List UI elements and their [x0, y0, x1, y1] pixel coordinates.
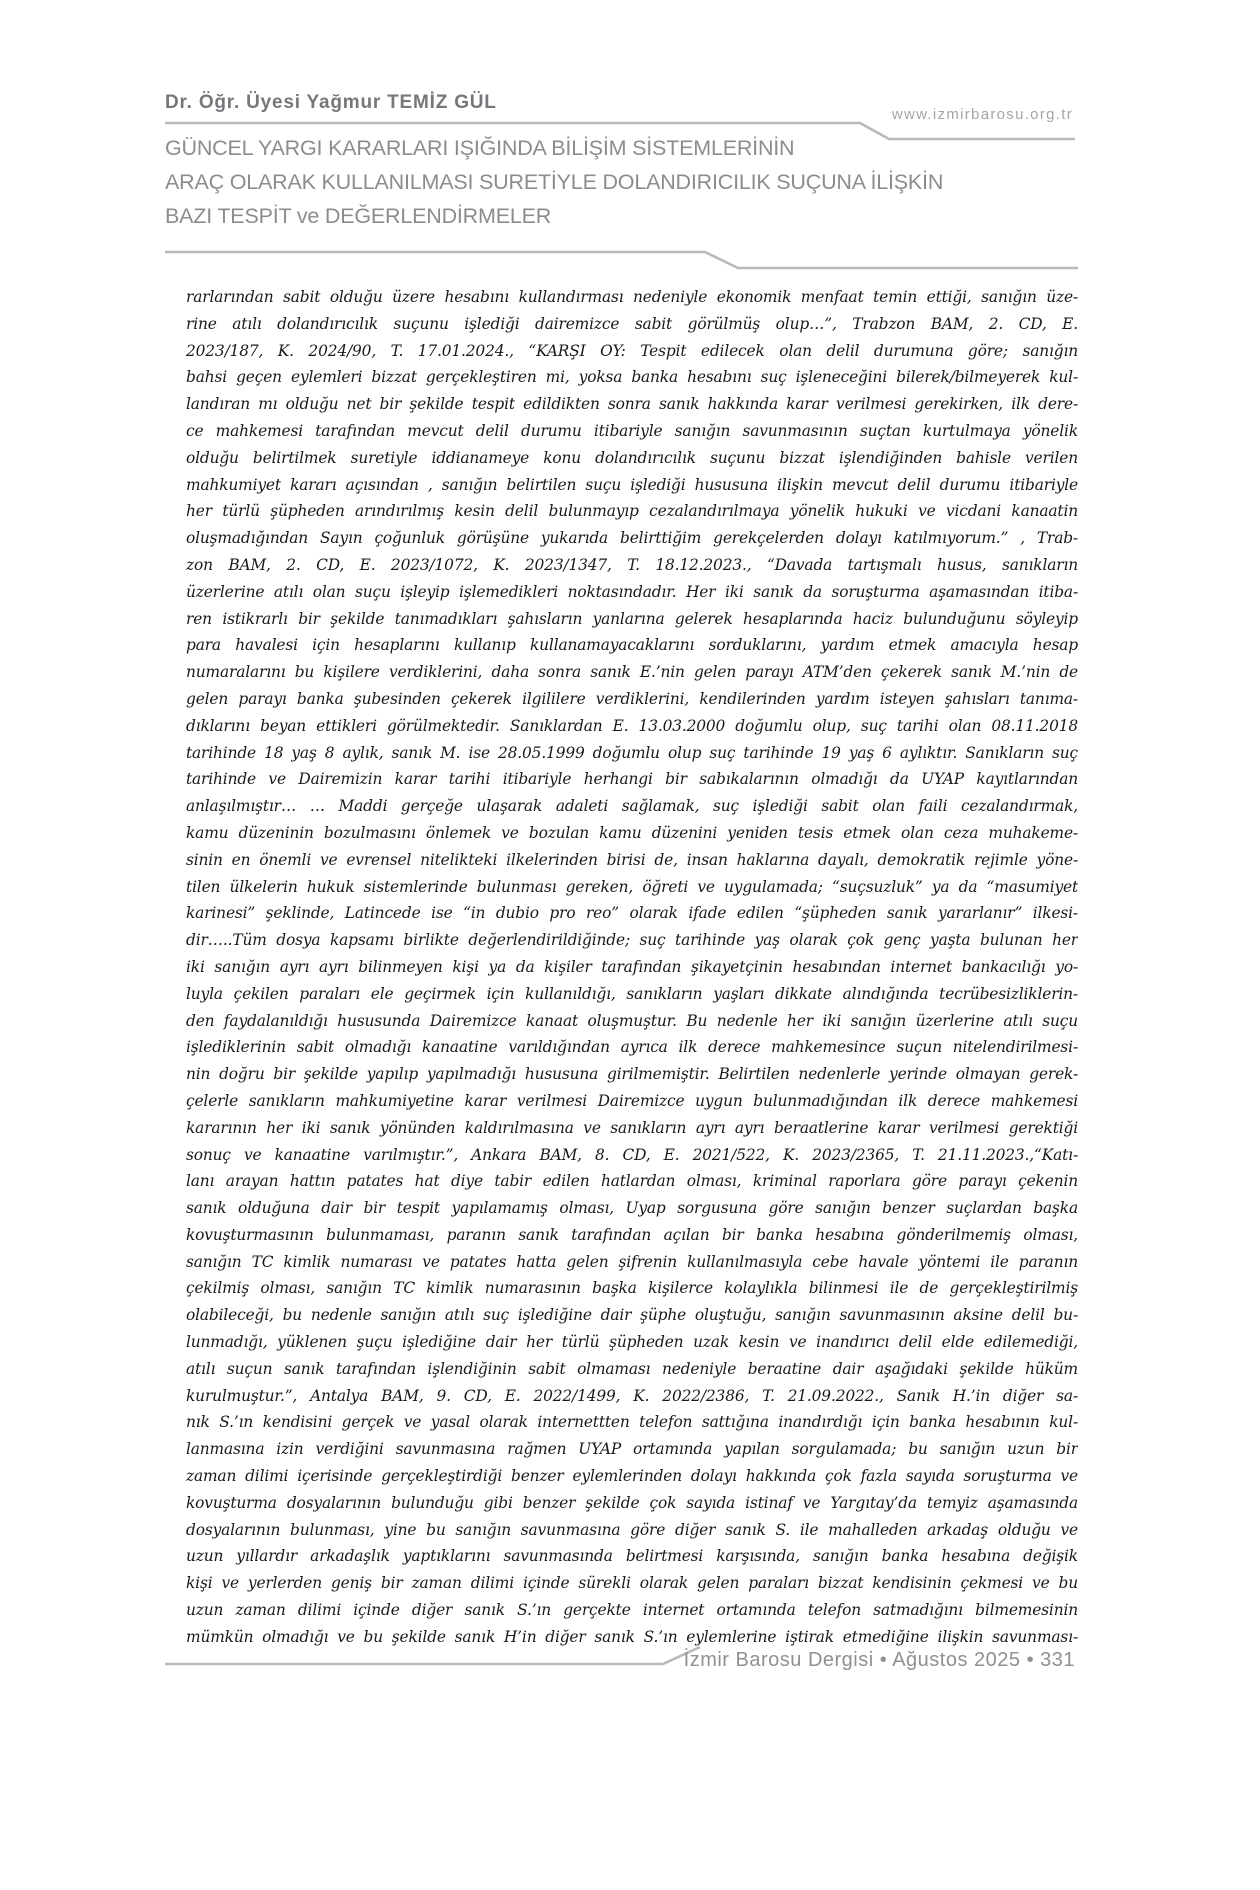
- body-text: [186, 284, 1078, 1651]
- body-line: luyla çekilen paraları ele geçirmek için kullanıldığı, sanıkların yaşları dikkate alındığında tecrübesizliklerin-: [186, 984, 1078, 1003]
- body-line: kurulmuştur.”, Antalya BAM, 9. CD, E. 2022/1499, K. 2022/2386, T. 21.09.2022., Sanık H.’in diğer sa-: [186, 1386, 1078, 1405]
- body-line: ce mahkemesi tarafından mevcut delil durumu itibariyle sanığın savunmasının suçtan kurtulmaya yönelik: [186, 421, 1078, 440]
- body-line: landıran mı olduğu net bir şekilde tespit edildikten sonra sanık hakkında karar verilmesi gerekirken, ilk dere-: [186, 395, 1078, 414]
- title-divider: [165, 246, 1080, 274]
- body-line: atılı suçun sanık tarafından işlendiğinin sabit olmaması nedeniyle beraatine dair aşağıdaki şekilde hüküm: [186, 1359, 1078, 1378]
- body-line: gelen parayı banka şubesinden çekerek ilgililere verdiklerini, kendilerinden yardım isteyen şahısları tanıma-: [186, 689, 1078, 708]
- body-line: uzun yıllardır arkadaşlık yaptıklarını savunmasında belirtmesi karşısında, sanığın banka hesabına değişik: [186, 1547, 1078, 1566]
- body-line: kovuşturma dosyalarının bulunduğu gibi benzer şekilde çok sayıda istinaf ve Yargıtay’da temyiz aşamasında: [186, 1493, 1078, 1512]
- body-line: lunmadığı, yüklenen şuçu işlediğine dair her türlü şüpheden uzak kesin ve inandırıcı delil elde edilemediği,: [186, 1333, 1078, 1352]
- body-line: sanığın TC kimlik numarası ve patates hatta gelen şifrenin kullanılmasıyla cebe havale yöntemi ile paranın: [186, 1252, 1078, 1271]
- body-line: rine atılı dolandırıcılık suçunu işlediği dairemizce sabit görülmüş olup…”, Trabzon BAM, 2. CD, E.: [186, 314, 1078, 333]
- body-line: zon BAM, 2. CD, E. 2023/1072, K. 2023/1347, T. 18.12.2023., “Davada tartışmalı husus, sanıkların: [186, 555, 1078, 574]
- author-name: Dr. Öğr. Üyesi Yağmur TEMİZ GÜL: [165, 92, 497, 113]
- body-line: 2023/187, K. 2024/90, T. 17.01.2024., “KARŞI OY: Tespit edilecek olan delil durumuna göre; sanığın: [186, 341, 1078, 360]
- body-line: karinesi” şeklinde, Latincede ise “in dubio pro reo” olarak ifade edilen “şüpheden sanık yararlanır” ilkesi-: [186, 904, 1078, 923]
- body-line: dosyalarının bulunması, yine bu sanığın savunmasına göre diğer sanık S. ile mahalleden arkadaş olduğu ve: [186, 1520, 1078, 1539]
- body-line: kişi ve yerlerden geniş bir zaman dilimi içinde sürekli olarak gelen paraları bizzat kendisinin çekmesi ve bu: [186, 1574, 1078, 1593]
- body-line: zaman dilimi içerisinde gerçekleştirdiği benzer eylemlerinden dolayı hakkında çok fazla sayıda soruşturma ve: [186, 1467, 1078, 1486]
- article-title-line: GÜNCEL YARGI KARARLARI IŞIĞINDA BİLİŞİM SİSTEMLERİNİN: [165, 136, 795, 160]
- body-line: mahkumiyet kararı açısından , sanığın belirtilen suçu işlediği hususuna ilişkin mevcut delil durumu itibariyle: [186, 475, 1078, 494]
- body-line: ren istikrarlı bir şekilde tanımadıkları şahısların yanlarına gelerek hesaplarında haciz bulunduğunu söyleyip: [186, 609, 1078, 628]
- body-line: olduğu belirtilmek suretiyle iddianameye konu dolandırıcılık suçunu bizzat işlendiğinden bahisle verilen: [186, 448, 1078, 467]
- body-line: işlediklerinin sabit olmadığı kanaatine varıldığından ayrıca ilk derece mahkemesince suçun nitelendirilmesi-: [186, 1038, 1078, 1057]
- body-line: sonuç ve kanaatine varılmıştır.”, Ankara BAM, 8. CD, E. 2021/522, K. 2023/2365, T. 21.11.2023.,“Katı-: [186, 1145, 1078, 1164]
- body-line: rarlarından sabit olduğu üzere hesabını kullandırması nedeniyle ekonomik menfaat temin ettiği, sanığın üze-: [186, 288, 1078, 306]
- footer-journal-info: İzmir Barosu Dergisi • Ağustos 2025 • 331: [683, 1649, 1075, 1671]
- body-line: tarihinde 18 yaş 8 aylık, sanık M. ise 28.05.1999 doğumlu olup suç tarihinde 19 yaş 6 aylıktır. Sanıkların suç: [186, 743, 1078, 762]
- body-line: sinin en önemli ve evrensel nitelikteki ilkelerinden birisi de, insan haklarına dayalı, demokratik rejimle yöne-: [186, 850, 1078, 869]
- body-line: nin doğru bir şekilde yapılıp yapılmadığı hususuna girilmemiştir. Belirtilen nedenlerle yerinde olmayan gerek-: [186, 1065, 1078, 1084]
- body-line: lanmasına izin verdiğini savunmasına rağmen UYAP ortamında yapılan sorgulamada; bu sanığın uzun bir: [186, 1440, 1078, 1459]
- body-line: kovuşturmasının bulunmaması, paranın sanık tarafından açılan bir banka hesabına gönderilmemiş olması,: [186, 1225, 1078, 1244]
- body-line: çelerle sanıkların mahkumiyetine karar verilmesi Dairemizce uygun bulunmadığından ilk derece mahkemesi: [186, 1091, 1078, 1110]
- footer-divider: [165, 1644, 710, 1670]
- body-line: dıklarını beyan ettikleri görülmektedir. Sanıklardan E. 13.03.2000 doğumlu olup, suç tarihi olan 08.11.2018: [186, 716, 1078, 735]
- body-line: mümkün olmadığı ve bu şekilde sanık H’in diğer sanık S.’ın eylemlerine iştirak etmediğine ilişkin savunması-: [186, 1627, 1078, 1646]
- body-line: dir…..Tüm dosya kapsamı birlikte değerlendirildiğinde; suç tarihinde yaş olarak çok genç yaşta bulunan her: [186, 931, 1078, 950]
- body-line: anlaşılmıştır… … Maddi gerçeğe ulaşarak adaleti sağlamak, suç işlediği sabit olan faili cezalandırmak,: [186, 797, 1078, 816]
- body-line: üzerlerine atılı olan suçu işleyip işlemedikleri noktasındadır. Her iki sanık da soruşturma aşamasından itiba-: [186, 582, 1078, 601]
- body-line: oluşmadığından Sayın çoğunluk görüşüne yukarıda belirttiğim gerekçelerden dolayı katılmıyorum.” , Trab-: [186, 529, 1078, 548]
- body-line: bahsi geçen eylemleri bizzat gerçekleştiren mi, yoksa banka hesabını suç işleneceğini bilerek/bilmeyerek kul-: [186, 368, 1078, 387]
- article-title-line: BAZI TESPİT ve DEĞERLENDİRMELER: [165, 204, 552, 228]
- body-line: tilen ülkelerin hukuk sistemlerinde bulunması gereken, öğreti ve uygulamada; “suçsuzluk” ya da “masumiyet: [186, 877, 1078, 896]
- body-line: kararının her iki sanık yönünden kaldırılmasına ve sanıkların ayrı ayrı beraatlerine karar verilmesi gerektiği: [186, 1118, 1078, 1137]
- body-line: sanık olduğuna dair bir tespit yapılamamış olması, Uyap sorgusuna göre sanığın benzer suçlardan başka: [186, 1199, 1078, 1218]
- body-line: uzun zaman dilimi içinde diğer sanık S.’ın gerçekte internet ortamında telefon satmadığını bilmemesinin: [186, 1601, 1078, 1620]
- body-line: olabileceği, bu nedenle sanığın atılı suç işlediğine dair şüphe oluştuğu, sanığın savunmasının aksine delil bu-: [186, 1306, 1078, 1325]
- body-line: tarihinde ve Dairemizin karar tarihi itibariyle herhangi bir sabıkalarının olmadığı da UYAP kayıtlarından: [186, 770, 1078, 789]
- body-line: numaralarını bu kişilere verdiklerini, daha sonra sanık E.’nin gelen parayı ATM’den çekerek sanık M.’nin de: [186, 663, 1078, 682]
- body-line: her türlü şüpheden arındırılmış kesin delil bulunmayıp cezalandırılmaya yönelik hukuki ve vicdani kanaatin: [186, 502, 1078, 521]
- body-line: kamu düzeninin bozulmasını önlemek ve bozulan kamu düzenini yeniden tesis etmek olan ceza muhakeme-: [186, 823, 1078, 842]
- website-url: www.izmirbarosu.org.tr: [891, 106, 1073, 123]
- body-line: lanı arayan hattın patates hat diye tabir edilen hatlardan olması, kriminal raporlara göre parayı çekenin: [186, 1172, 1078, 1191]
- article-title-line: ARAÇ OLARAK KULLANILMASI SURETİYLE DOLANDIRICILIK SUÇUNA İLİŞKİN: [165, 170, 944, 194]
- body-line: den faydalanıldığı hususunda Dairemizce kanaat oluşmuştur. Bu nedenle her iki sanığın üzerlerine atılı suçu: [186, 1011, 1078, 1030]
- body-line: para havalesi için hesaplarını kullanıp kullanamayacaklarını sorduklarını, yardım etmek amacıyla hesap: [186, 636, 1078, 655]
- body-line: nık S.’ın kendisini gerçek ve yasal olarak internettten telefon sattığına inandırdığı için banka hesabının kul-: [186, 1413, 1078, 1432]
- body-line: iki sanığın ayrı ayrı bilinmeyen kişi ya da kişiler tarafından şikayetçinin hesabından internet bankacılığı yo-: [186, 957, 1078, 976]
- body-line: çekilmiş olması, sanığın TC kimlik numarasının başka kişilerce kolaylıkla bilinmesi ile de gerçekleştirilmiş: [186, 1279, 1078, 1298]
- article-title: [165, 131, 1065, 233]
